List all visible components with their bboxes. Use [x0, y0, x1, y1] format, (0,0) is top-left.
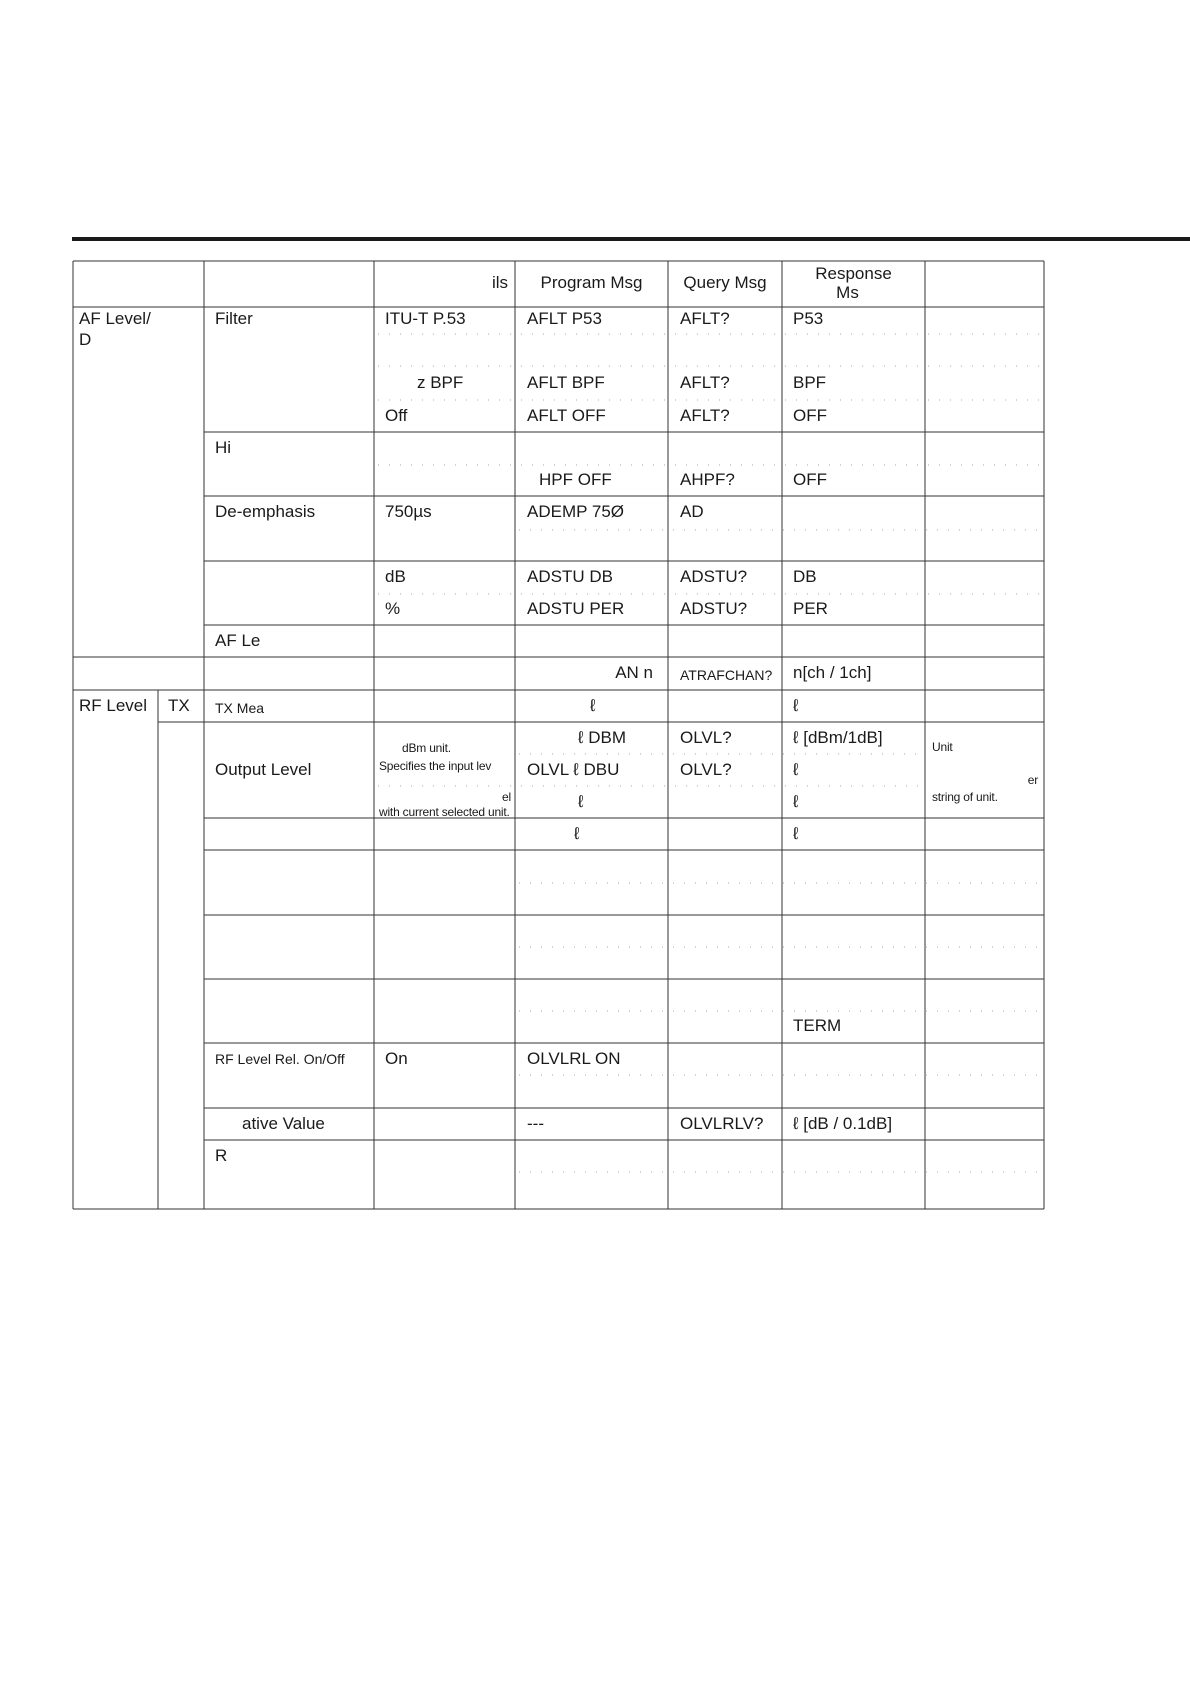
- header-query-msg: Query Msg: [683, 273, 767, 292]
- output-remark-2: er: [1027, 773, 1038, 787]
- output-remark-3: string of unit.: [932, 790, 998, 804]
- rf-relval-program: ---: [527, 1114, 544, 1133]
- filter-bpf-program: AFLT BPF: [527, 373, 605, 392]
- output-remark-1: Unit: [932, 740, 953, 754]
- output-detail-1: dBm unit.: [402, 741, 451, 755]
- unit-db-query: ADSTU?: [680, 567, 748, 586]
- rf-rel-label: RF Level Rel. On/Off: [215, 1051, 345, 1067]
- output-dbu-response: ℓ: [793, 760, 799, 779]
- hpf-query: AHPF?: [680, 470, 735, 489]
- output-dbu-query: OLVL?: [680, 760, 732, 779]
- header-response-2: Ms: [836, 283, 859, 302]
- af-group-label: AF Level/: [79, 309, 151, 328]
- deemphasis-program: ADEMP 75Ø: [527, 502, 625, 521]
- unit-db-detail: dB: [385, 567, 406, 586]
- filter-p53-detail: ITU-T P.53: [385, 309, 466, 328]
- output-dbm-program: ℓ DBM: [578, 728, 626, 747]
- unit-per-response: PER: [793, 599, 828, 618]
- last-row-label: R: [215, 1146, 228, 1165]
- unit-per-query: ADSTU?: [680, 599, 748, 618]
- output-dbm-response: ℓ [dBm/1dB]: [793, 728, 883, 747]
- hpf-program: HPF OFF: [539, 470, 612, 489]
- rf-tx-label: TX: [168, 696, 190, 715]
- deemphasis-query: AD: [680, 502, 704, 521]
- deemphasis-label: De-emphasis: [215, 502, 316, 521]
- unit-db-program: ADSTU DB: [527, 567, 613, 586]
- tx-mea-response: ℓ: [793, 696, 799, 715]
- rf-group-label: RF Level: [79, 696, 148, 715]
- header-program-msg: Program Msg: [540, 273, 643, 292]
- rf-relval-query: OLVLRLV?: [680, 1114, 764, 1133]
- output-dbm-query: OLVL?: [680, 728, 732, 747]
- filter-p53-response: P53: [793, 309, 824, 328]
- filter-off-response: OFF: [793, 406, 827, 425]
- output-detail-4: with current selected unit.: [379, 805, 510, 819]
- row9-response: ℓ: [793, 824, 799, 843]
- hpf-label: Hi: [215, 438, 232, 457]
- af-group-label-2: D: [79, 330, 92, 349]
- rf-rel-program: OLVLRL ON: [527, 1049, 621, 1068]
- rf-relval-response: ℓ [dB / 0.1dB]: [793, 1114, 893, 1133]
- output-dbu-program: OLVL ℓ DBU: [527, 760, 620, 779]
- chan-program: AN n: [615, 663, 653, 682]
- deemphasis-detail: 750µs: [385, 502, 432, 521]
- header-response: Response: [815, 264, 892, 283]
- rf-rel-detail: On: [385, 1049, 408, 1068]
- chan-response: n[ch / 1ch]: [793, 663, 872, 682]
- header-details: ils: [491, 273, 508, 292]
- filter-bpf-detail: z BPF: [417, 373, 464, 392]
- row9-program: ℓ: [574, 824, 580, 843]
- filter-bpf-query: AFLT?: [680, 373, 730, 392]
- chan-query: ATRAFCHAN?: [680, 667, 773, 683]
- unit-per-detail: %: [385, 599, 401, 618]
- rf-relval-label: ative Value: [242, 1114, 325, 1133]
- filter-off-program: AFLT OFF: [527, 406, 606, 425]
- output-detail-3: el: [502, 790, 511, 804]
- output-detail-2: Specifies the input lev: [379, 759, 492, 773]
- tx-mea-label: TX Mea: [215, 700, 265, 716]
- filter-off-query: AFLT?: [680, 406, 730, 425]
- filter-bpf-response: BPF: [793, 373, 827, 392]
- unit-db-response: DB: [793, 567, 817, 586]
- output-current-program: ℓ: [578, 792, 584, 811]
- hpf-response: OFF: [793, 470, 827, 489]
- filter-p53-query: AFLT?: [680, 309, 730, 328]
- filter-off-detail: Off: [385, 406, 408, 425]
- unit-per-program: ADSTU PER: [527, 599, 625, 618]
- term-response: TERM: [793, 1016, 842, 1035]
- tx-mea-program: ℓ: [590, 696, 596, 715]
- output-level-label: Output Level: [215, 760, 312, 779]
- filter-p53-program: AFLT P53: [527, 309, 602, 328]
- filter-label: Filter: [215, 309, 253, 328]
- output-current-response: ℓ: [793, 792, 799, 811]
- af-level-label: AF Le: [215, 631, 261, 650]
